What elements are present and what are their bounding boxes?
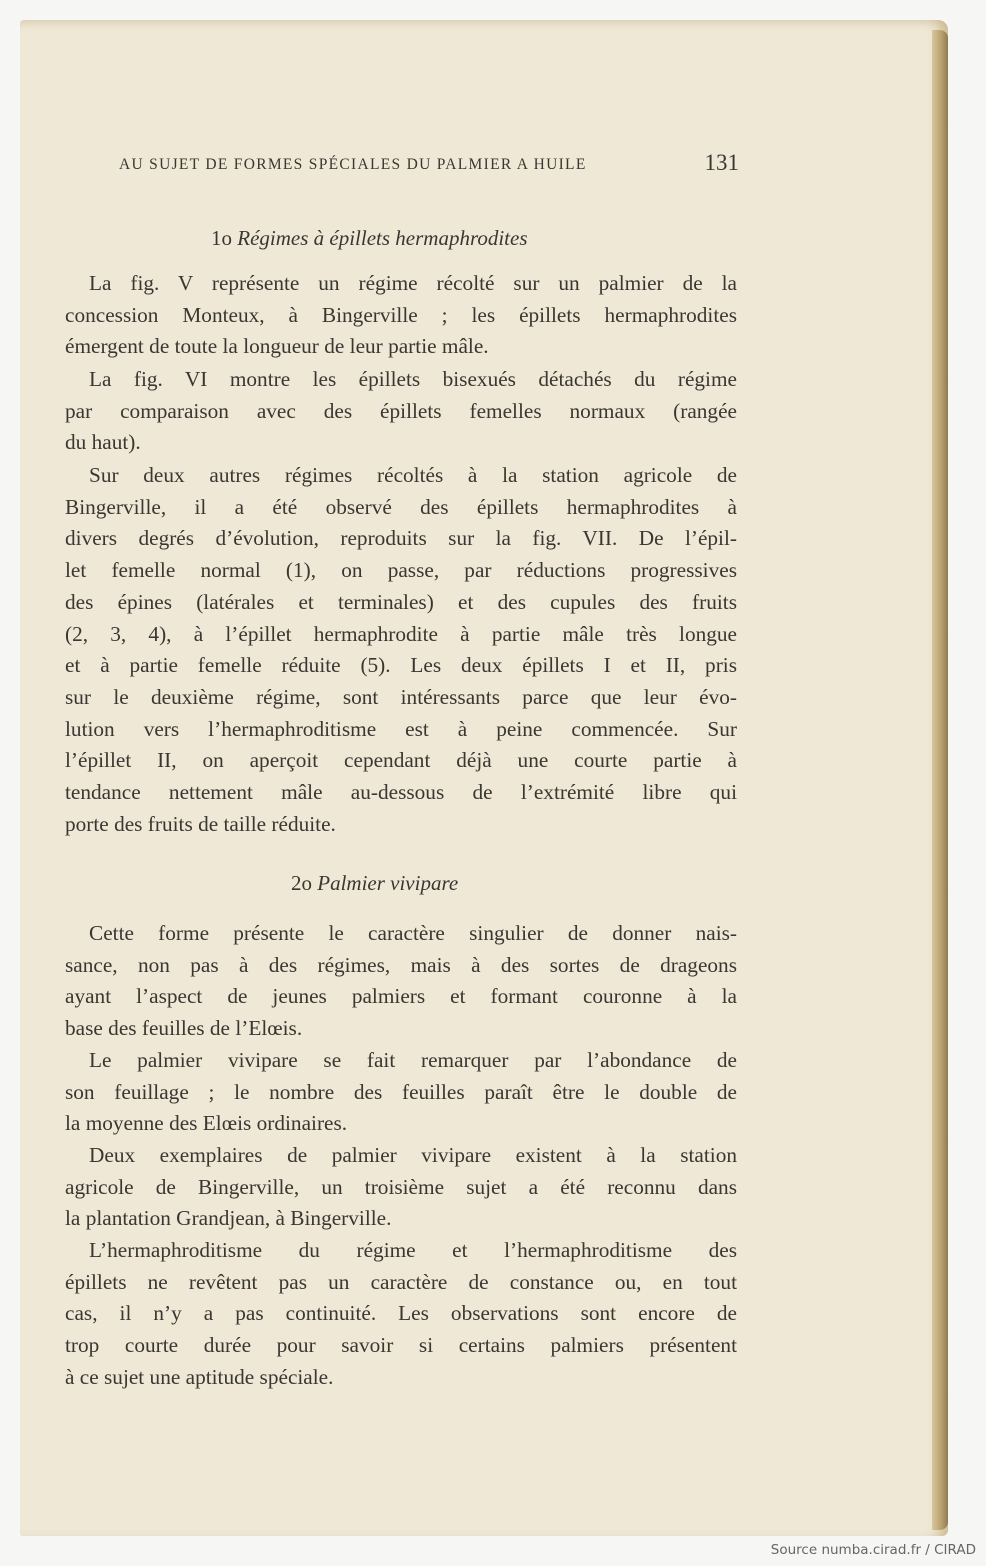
paragraph [65, 1235, 737, 1394]
text-line: la plantation Grandjean, à Bingerville. [65, 1206, 392, 1231]
text-line: et à partie femelle réduite (5). Les deux épillets I et II, pris [65, 653, 737, 678]
text-line: ayant l’aspect de jeunes palmiers et formant couronne à la [65, 984, 737, 1009]
text-line: son feuillage ; le nombre des feuilles paraît être le double de [65, 1079, 737, 1104]
text-line: concession Monteux, à Bingerville ; les épillets hermaphrodites [65, 302, 737, 327]
text-line: La fig. VI montre les épillets bisexués détachés du régime [89, 367, 737, 391]
text-line: divers degrés d’évolution, reproduits sur la fig. VII. De l’épil- [65, 526, 737, 551]
section-number: 2o [291, 871, 312, 895]
text-line: du haut). [65, 430, 141, 455]
paragraph [65, 268, 737, 363]
paragraph [65, 460, 737, 840]
source-credit: Source numba.cirad.fr / CIRAD [770, 1542, 976, 1558]
text-line: lution vers l’hermaphroditisme est à peine commencée. Sur [65, 716, 737, 741]
text-line: la moyenne des Elœis ordinaires. [65, 1111, 348, 1136]
text-line: sur le deuxième régime, sont intéressants parce que leur évo- [65, 684, 737, 709]
text-line: à ce sujet une aptitude spéciale. [65, 1364, 334, 1389]
paragraph [65, 364, 737, 459]
text-line: tendance nettement mâle au-dessous de l’extrémité libre qui [65, 780, 737, 805]
page-edge [932, 30, 948, 1530]
text-line: La fig. V représente un régime récolté sur un palmier de la [89, 271, 737, 295]
text-line: agricole de Bingerville, un troisième sujet a été reconnu dans [65, 1174, 737, 1199]
running-head-title: AU SUJET DE FORMES SPÉCIALES DU PALMIER A HUILE [119, 156, 587, 173]
text-line: base des feuilles de l’Elœis. [65, 1016, 303, 1041]
text-line: émergent de toute la longueur de leur partie mâle. [65, 334, 489, 359]
text-line: let femelle normal (1), on passe, par réductions progressives [65, 558, 737, 583]
section-title: Palmier vivipare [317, 871, 459, 895]
text-line: sance, non pas à des régimes, mais à des sortes de drageons [65, 952, 737, 977]
section-title: Régimes à épillets hermaphrodites [237, 226, 528, 250]
text-line: porte des fruits de taille réduite. [65, 811, 336, 836]
paragraph [65, 1045, 737, 1140]
text-line: Le palmier vivipare se fait remarquer par l’abondance de [89, 1048, 737, 1072]
text-line: des épines (latérales et terminales) et des cupules des fruits [65, 589, 737, 614]
section-heading-1 [211, 226, 528, 251]
running-head [119, 150, 739, 175]
text-line: trop courte durée pour savoir si certains palmiers présentent [65, 1333, 737, 1358]
text-line: l’épillet II, on aperçoit cependant déjà une courte partie à [65, 748, 737, 773]
text-line: Sur deux autres régimes récoltés à la station agricole de [89, 463, 737, 487]
text-line: (2, 3, 4), à l’épillet hermaphrodite à partie mâle très longue [65, 621, 737, 646]
text-line: Deux exemplaires de palmier vivipare existent à la station [89, 1143, 737, 1167]
text-line: cas, il n’y a pas continuité. Les observations sont encore de [65, 1301, 737, 1326]
text-line: L’hermaphroditisme du régime et l’hermaphroditisme des [89, 1238, 737, 1262]
text-line: par comparaison avec des épillets femelles normaux (rangée [65, 398, 737, 423]
text-line: Bingerville, il a été observé des épillets hermaphrodites à [65, 494, 737, 519]
text-line: épillets ne revêtent pas un caractère de constance ou, en tout [65, 1269, 737, 1294]
paragraph [65, 918, 737, 1045]
section-number: 1o [211, 226, 232, 250]
page-number: 131 [704, 150, 739, 175]
paragraph [65, 1140, 737, 1235]
section-heading-2 [291, 871, 458, 896]
text-line: Cette forme présente le caractère singulier de donner nais- [89, 921, 737, 945]
